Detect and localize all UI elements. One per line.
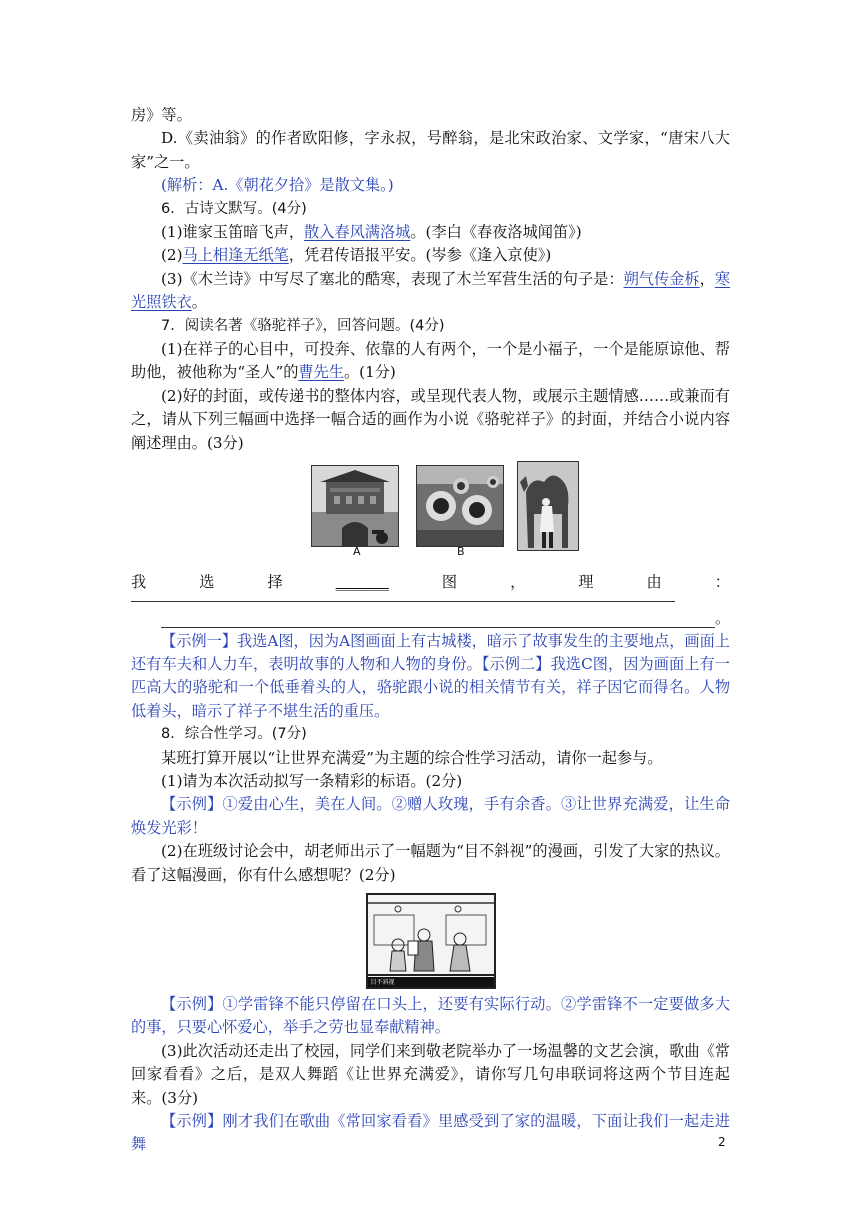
q8-part-2: (2)在班级讨论会中，胡老师出示了一幅题为“目不斜视”的漫画，引发了大家的热议。看了这幅漫画，你有什么感想呢？(2分) [131,842,730,884]
q6-line-2-source: ，凭君传语报平安。(岑参《逢入京使》) [288,246,552,265]
q7-part-1 [131,338,730,385]
cartoon-image [366,893,496,989]
q6-answer-2: 马上相逢无纸笔 [182,246,289,265]
analysis-text: (解析：A.《朝花夕拾》是散文集。) [161,176,394,195]
choice-char-3: 择 [267,573,283,592]
q7-part-1-prompt: (1)在祥子的心目中，可投奔、依靠的人有两个，一个是小福子，一个是能原谅他、帮助他，被他称为“圣人”的 [131,340,730,382]
q6-line-3-comma: ， [699,269,715,288]
image-c-camel [517,461,579,551]
option-d: D.《卖油翁》的作者欧阳修，字永叔，号醉翁，是北宋政治家、文学家，“唐宋八大家”之一。 [131,129,730,171]
choice-blank[interactable]: _______ [335,573,389,592]
q6-line-1 [131,221,730,244]
q6-line-3 [131,268,730,315]
sunflowers-illustration [417,466,503,546]
q6-line-1-source: 。(李白《春夜洛城闻笛》) [410,223,582,242]
choice-char-7: 由 [646,573,662,592]
q6-title: 6．古诗文默写。(4分) [161,200,307,217]
prev-question-continuation: 房》等。 [131,106,192,124]
q8-answer-2: 【示例】①学雷锋不能只停留在口头上，还要有实际行动。②学雷锋不一定要做多大的事，只要心怀爱心，举手之劳也显奉献精神。 [131,994,730,1037]
q8-answer-1: 【示例】①爱由心生，美在人间。②赠人玫瑰，手有余香。③让世界充满爱，让生命焕发光彩！ [131,795,730,837]
bus-cartoon-illustration [368,895,494,987]
q6-answer-3a: 朔气传金柝 [623,269,700,288]
choice-char-1: 我 [131,573,147,592]
q6-line-2 [131,244,730,267]
choice-char-6: 理 [578,573,594,592]
city-gate-illustration [312,466,398,546]
answer-line-2-row [131,608,730,628]
page-number: 2 [718,1135,726,1149]
choice-char-8: ： [714,573,730,592]
cartoon-title: 目不斜视 [370,978,395,986]
q7-answer-1: 曹先生 [298,363,344,382]
q8-part-1: (1)请为本次活动拟写一条精彩的标语。(2分) [161,771,463,790]
q6-answer-3b: 寒光照铁衣 [131,269,731,312]
choice-char-5: ， [510,573,526,592]
q8-intro: 某班打算开展以“让世界充满爱”为主题的综合性学习活动，请你一起参与。 [161,748,663,767]
answer-line-2[interactable] [161,613,715,628]
q7-answer-2: 【示例一】我选A图，因为A图画面上有古城楼，暗示了故事发生的主要地点，画面上还有车夫和人力车，表明故事的人物和人物的身份。【示例二】我选C图，因为画面上有一匹高大的骆驼和一个低垂着头的人，骆驼跟小说的相关情节有关，祥子因它而得名。人物低着头，暗示了祥子不堪生活的重压。 [131,631,730,720]
content-column [131,104,730,1157]
q8-title: 8．综合性学习。(7分) [161,726,307,743]
image-b-sunflowers [416,465,504,547]
q6-line-2-number: (2) [161,246,183,265]
image-a-city-gate [311,465,399,547]
choice-char-2: 选 [199,573,215,592]
q8-answer-3: 【示例】刚才我们在歌曲《常回家看看》里感受到了家的温暖，下面让我们一起走进舞 [131,1112,730,1154]
image-a-label: A [353,545,361,559]
q7-title: 7．阅读名著《骆驼祥子》，回答问题。(4分) [161,317,445,334]
choice-line [131,571,730,594]
q6-answer-1: 散入春风满洛城 [304,223,411,242]
q6-line-1-prompt: (1)谁家玉笛暗飞声， [161,223,305,242]
camel-illustration [518,462,578,550]
q6-line-3-end: 。 [191,293,207,312]
q6-line-3-prompt: (3)《木兰诗》中写尽了塞北的酷寒，表现了木兰军营生活的句子是： [161,269,624,288]
cover-images [131,465,730,565]
answer-line-end: 。 [714,608,730,627]
q8-part-3: (3)此次活动还走出了校园，同学们来到敬老院举办了一场温馨的文艺会演，歌曲《常回家看看》之后，是双人舞蹈《让世界充满爱》，请你写几句串联词将这两个节目连起来。(3分) [131,1041,730,1107]
choice-char-4: 图 [441,573,458,592]
q7-part-1-score: 。(1分) [343,363,396,382]
answer-line-1[interactable] [131,595,675,602]
image-b-label: B [457,545,465,559]
q7-part-2: (2)好的封面，或传递书的整体内容，或呈现代表人物，或展示主题情感……或兼而有之，请从下列三幅画中选择一幅合适的画作为小说《骆驼祥子》的封面，并结合小说内容阐述理由。(3分) [131,386,730,452]
